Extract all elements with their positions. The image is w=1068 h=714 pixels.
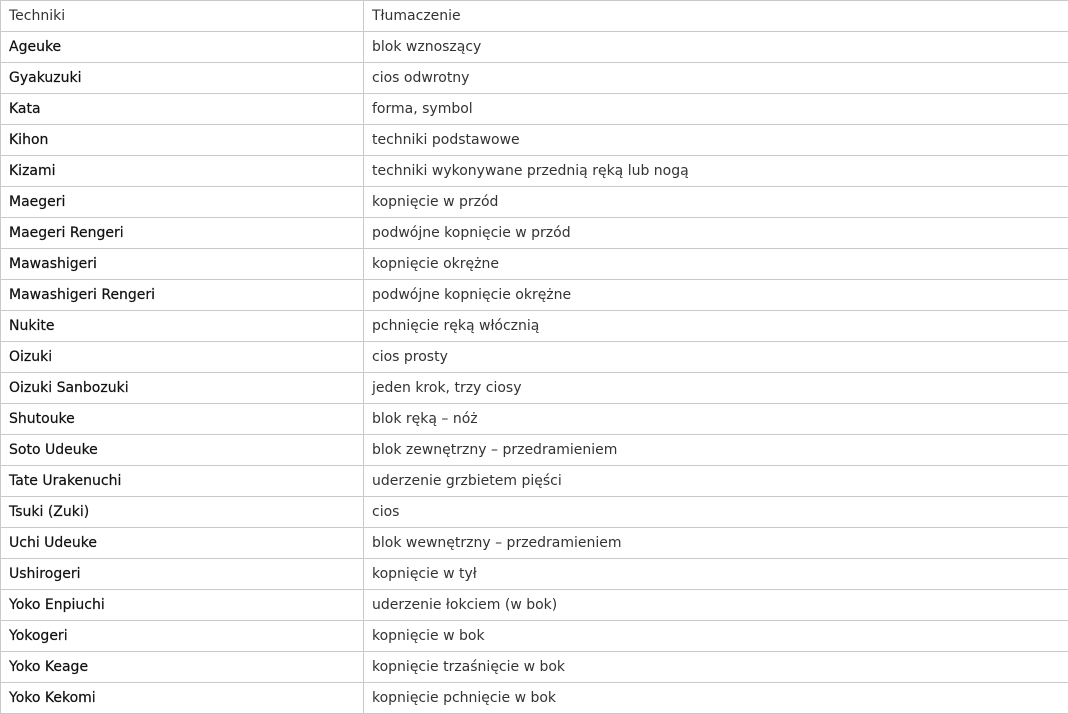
table-row [1, 466, 1068, 497]
technique-translation: uderzenie łokciem (w bok) [364, 590, 1068, 621]
table-row [1, 590, 1068, 621]
technique-translation: blok wznoszący [364, 32, 1068, 63]
technique-name: Nukite [1, 311, 364, 342]
table-row [1, 125, 1068, 156]
technique-name: Yoko Keage [1, 652, 364, 683]
technique-translation: kopnięcie okrężne [364, 249, 1068, 280]
technique-translation: blok ręką – nóż [364, 404, 1068, 435]
technique-translation: kopnięcie w przód [364, 187, 1068, 218]
technique-translation: blok zewnętrzny – przedramieniem [364, 435, 1068, 466]
technique-name: Uchi Udeuke [1, 528, 364, 559]
technique-name: Kata [1, 94, 364, 125]
technique-translation: kopnięcie pchnięcie w bok [364, 683, 1068, 714]
table-row [1, 497, 1068, 528]
table-row [1, 652, 1068, 683]
technique-translation: kopnięcie w bok [364, 621, 1068, 652]
technique-name: Tate Urakenuchi [1, 466, 364, 497]
table-row [1, 621, 1068, 652]
table-row [1, 342, 1068, 373]
table-row [1, 528, 1068, 559]
header-cell-translation: Tłumaczenie [364, 1, 1068, 32]
technique-name: Maegeri Rengeri [1, 218, 364, 249]
technique-name: Ageuke [1, 32, 364, 63]
technique-name: Soto Udeuke [1, 435, 364, 466]
table-row [1, 373, 1068, 404]
table-body [1, 32, 1068, 714]
technique-name: Gyakuzuki [1, 63, 364, 94]
technique-name: Yoko Kekomi [1, 683, 364, 714]
technique-translation: kopnięcie trzaśnięcie w bok [364, 652, 1068, 683]
technique-translation: pchnięcie ręką włócznią [364, 311, 1068, 342]
technique-translation: jeden krok, trzy ciosy [364, 373, 1068, 404]
technique-name: Oizuki [1, 342, 364, 373]
technique-translation: cios [364, 497, 1068, 528]
technique-name: Shutouke [1, 404, 364, 435]
table-row [1, 187, 1068, 218]
technique-translation: techniki wykonywane przednią ręką lub nogą [364, 156, 1068, 187]
technique-translation: uderzenie grzbietem pięści [364, 466, 1068, 497]
header-cell-techniques: Techniki [1, 1, 364, 32]
technique-name: Oizuki Sanbozuki [1, 373, 364, 404]
table-row [1, 156, 1068, 187]
table-row [1, 559, 1068, 590]
technique-translation: techniki podstawowe [364, 125, 1068, 156]
header-row [1, 1, 1068, 32]
technique-name: Mawashigeri Rengeri [1, 280, 364, 311]
technique-translation: blok wewnętrzny – przedramieniem [364, 528, 1068, 559]
table-row [1, 683, 1068, 714]
technique-translation: cios odwrotny [364, 63, 1068, 94]
table-row [1, 63, 1068, 94]
table-row [1, 249, 1068, 280]
table-row [1, 280, 1068, 311]
technique-name: Tsuki (Zuki) [1, 497, 364, 528]
table-row [1, 218, 1068, 249]
technique-translation: podwójne kopnięcie w przód [364, 218, 1068, 249]
technique-name: Ushirogeri [1, 559, 364, 590]
table-row [1, 32, 1068, 63]
technique-translation: forma, symbol [364, 94, 1068, 125]
technique-name: Yoko Enpiuchi [1, 590, 364, 621]
technique-translation: kopnięcie w tył [364, 559, 1068, 590]
technique-translation: cios prosty [364, 342, 1068, 373]
technique-name: Kihon [1, 125, 364, 156]
table-row [1, 435, 1068, 466]
table-row [1, 311, 1068, 342]
technique-name: Yokogeri [1, 621, 364, 652]
technique-name: Maegeri [1, 187, 364, 218]
technique-name: Mawashigeri [1, 249, 364, 280]
table-row [1, 404, 1068, 435]
table-row [1, 94, 1068, 125]
technique-translation: podwójne kopnięcie okrężne [364, 280, 1068, 311]
technique-name: Kizami [1, 156, 364, 187]
